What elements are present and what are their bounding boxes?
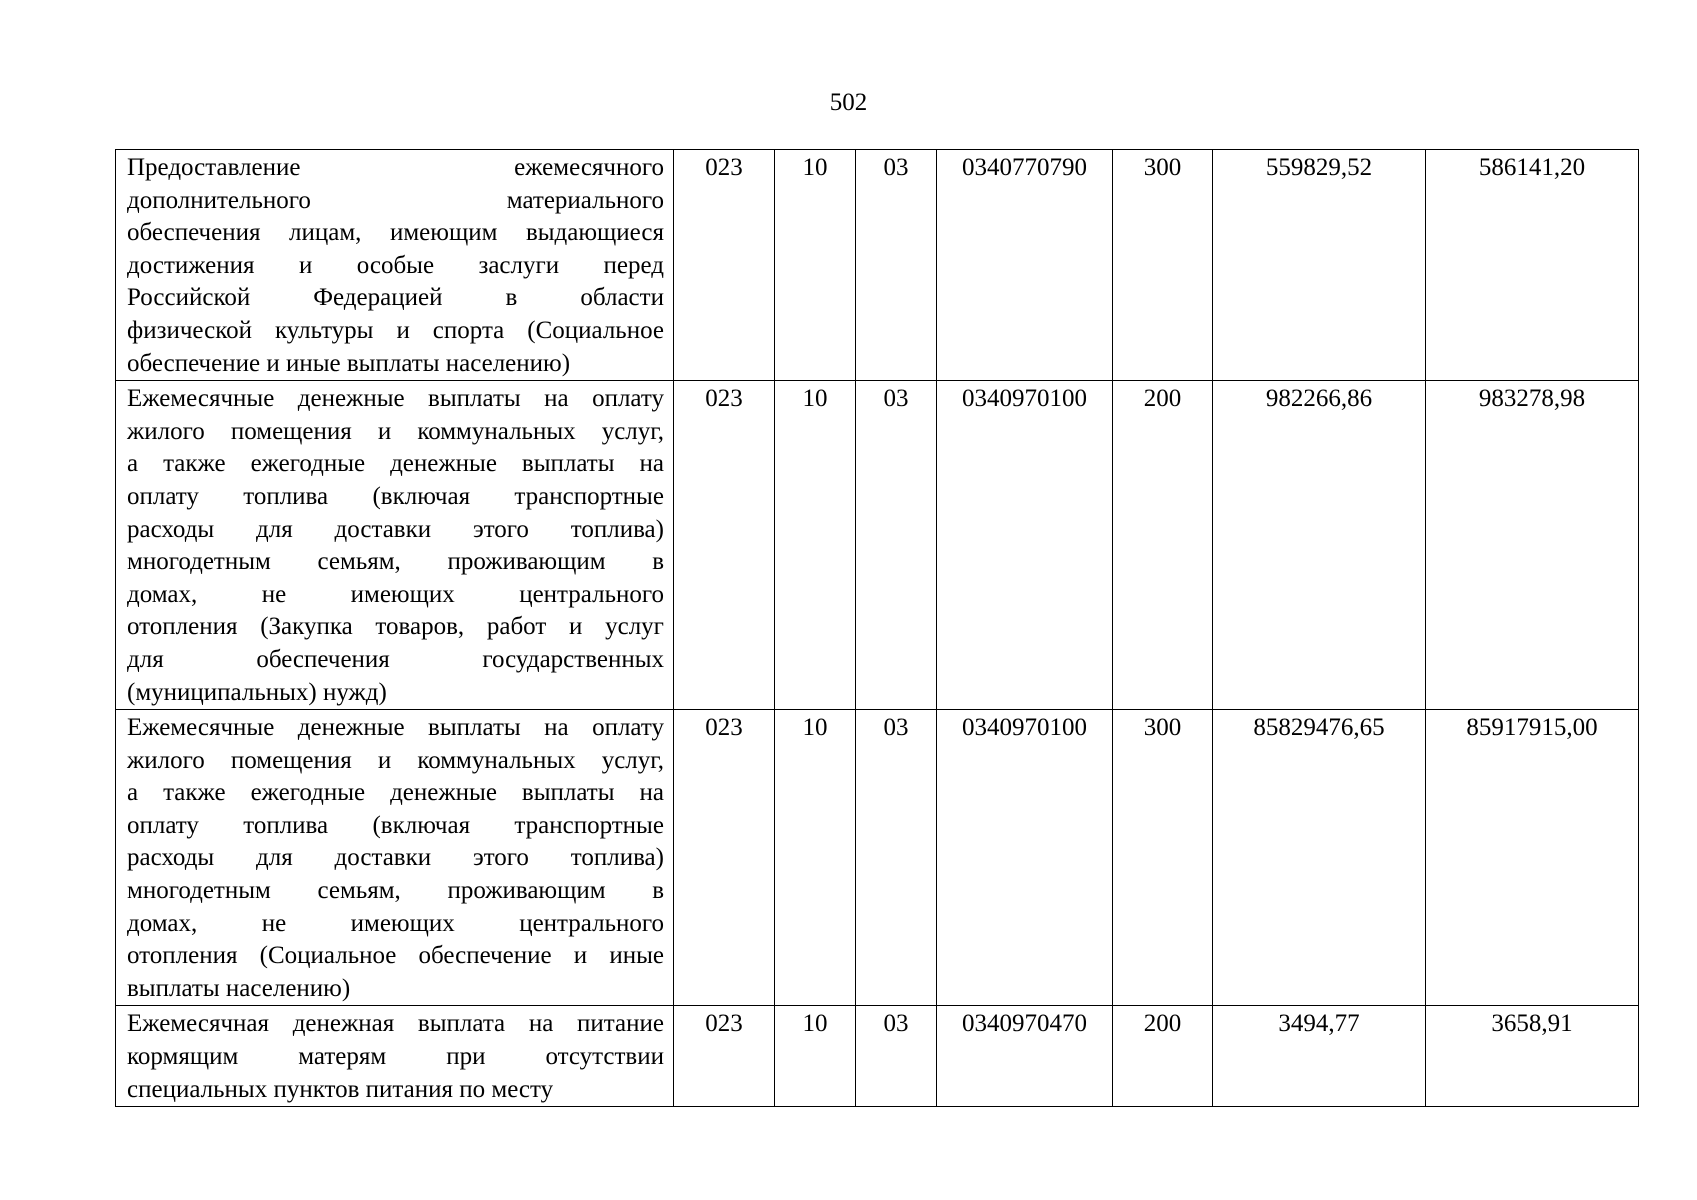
description-line xyxy=(127,579,664,612)
description-word: для xyxy=(256,844,293,872)
description-word: услуг, xyxy=(601,417,664,445)
description-word: доставки xyxy=(334,515,432,543)
description-word: проживающим xyxy=(447,877,606,905)
expense-type-cell: 200 xyxy=(1113,1006,1213,1107)
description-word: этого xyxy=(472,844,529,872)
table-row xyxy=(116,710,1639,1006)
description-word: обеспечения xyxy=(127,219,261,247)
description-line xyxy=(127,1008,664,1041)
target-article-cell: 0340970100 xyxy=(937,381,1113,710)
ministry-code-cell: 023 xyxy=(674,710,775,1006)
description-word: (включая xyxy=(372,811,471,839)
description-word: товаров, xyxy=(375,613,465,641)
description-word: и xyxy=(569,613,583,641)
description-word: в xyxy=(652,877,664,905)
description-word: в xyxy=(505,284,518,312)
description-word: а xyxy=(127,779,139,807)
description-word: заслуги xyxy=(478,251,560,279)
description-line xyxy=(127,383,664,416)
description-word: области xyxy=(580,284,664,312)
description-word: домах, xyxy=(127,909,198,937)
description-word: особые xyxy=(356,251,435,279)
target-article-cell: 0340770790 xyxy=(937,150,1113,381)
description-word: Ежемесячная xyxy=(127,1010,269,1038)
description-word: отсутствии xyxy=(545,1043,664,1071)
table-row xyxy=(116,381,1639,710)
description-word: транспортные xyxy=(514,482,664,510)
description-word: кормящим xyxy=(127,1043,239,1071)
description-word: государственных xyxy=(482,645,664,673)
description-word: дополнительного xyxy=(127,186,311,214)
description-cell xyxy=(116,1006,674,1107)
target-article-cell: 0340970470 xyxy=(937,1006,1113,1107)
description-word: и xyxy=(377,746,392,774)
description-line: (муниципальных) нужд) xyxy=(127,678,387,706)
description-word: работ xyxy=(486,613,547,641)
amount-first-cell: 85829476,65 xyxy=(1213,710,1426,1006)
description-word: обеспечения xyxy=(256,645,390,673)
description-cell xyxy=(116,381,674,710)
description-line: выплаты населению) xyxy=(127,974,351,1002)
description-word: многодетным xyxy=(127,548,271,576)
expense-type-cell: 300 xyxy=(1113,150,1213,381)
description-word: оплату xyxy=(127,482,199,510)
description-word: топлива xyxy=(243,811,329,839)
description-line xyxy=(127,152,664,185)
description-word: расходы xyxy=(127,844,215,872)
amount-second-cell: 85917915,00 xyxy=(1426,710,1639,1006)
description-word: семьям, xyxy=(317,877,401,905)
description-word: на xyxy=(528,1010,554,1038)
amount-second-cell: 586141,20 xyxy=(1426,150,1639,381)
description-word: топлива) xyxy=(570,515,664,543)
description-word: спорта xyxy=(432,316,505,344)
description-word: не xyxy=(261,909,287,937)
description-word: Ежемесячные xyxy=(127,714,275,742)
description-word: помещения xyxy=(230,417,352,445)
subsection-code-cell: 03 xyxy=(856,710,937,1006)
description-word: выплаты xyxy=(428,385,521,413)
subsection-code-cell: 03 xyxy=(856,1006,937,1107)
description-word: домах, xyxy=(127,580,198,608)
description-cell xyxy=(116,150,674,381)
description-word: ежегодные xyxy=(250,450,366,478)
description-word: Федерацией xyxy=(313,284,443,312)
description-line: специальных пунктов питания по месту xyxy=(127,1075,554,1103)
description-word: лицам, xyxy=(289,219,362,247)
description-word: питание xyxy=(577,1010,664,1038)
description-word: имеющим xyxy=(389,219,498,247)
description-line xyxy=(127,712,664,745)
description-word: выплаты xyxy=(521,779,615,807)
description-word: центрального xyxy=(519,909,664,937)
description-word: на xyxy=(639,450,664,478)
description-word: жилого xyxy=(127,746,205,774)
description-word: выплаты xyxy=(521,450,615,478)
description-word: Ежемесячные xyxy=(127,385,275,413)
description-word: ежемесячного xyxy=(514,154,664,181)
description-word: не xyxy=(261,580,287,608)
section-code-cell: 10 xyxy=(775,1006,856,1107)
description-word: также xyxy=(163,450,226,478)
amount-first-cell: 559829,52 xyxy=(1213,150,1426,381)
description-word: оплату xyxy=(592,714,664,742)
description-line xyxy=(127,745,664,778)
ministry-code-cell: 023 xyxy=(674,150,775,381)
description-word: матерям xyxy=(298,1043,387,1071)
description-word: транспортные xyxy=(514,811,664,839)
description-word: культуры xyxy=(274,316,374,344)
expense-type-cell: 300 xyxy=(1113,710,1213,1006)
description-line xyxy=(127,875,664,908)
description-word: обеспечение xyxy=(418,942,552,970)
amount-first-cell: 3494,77 xyxy=(1213,1006,1426,1107)
description-line xyxy=(127,546,664,579)
description-word: коммунальных xyxy=(417,746,576,774)
description-word: Предоставление xyxy=(127,154,301,181)
description-line: обеспечение и иные выплаты населению) xyxy=(127,349,571,377)
target-article-cell: 0340970100 xyxy=(937,710,1113,1006)
description-word: семьям, xyxy=(317,548,401,576)
description-word: денежные xyxy=(297,714,405,742)
description-word: жилого xyxy=(127,417,205,445)
description-line xyxy=(127,644,664,677)
description-word: оплату xyxy=(127,811,199,839)
description-cell xyxy=(116,710,674,1006)
description-word: выплаты xyxy=(428,714,521,742)
table-body xyxy=(116,150,1639,1107)
ministry-code-cell: 023 xyxy=(674,381,775,710)
description-word: на xyxy=(544,714,569,742)
description-word: выдающиеся xyxy=(525,219,664,247)
description-word: на xyxy=(544,385,569,413)
section-code-cell: 10 xyxy=(775,150,856,381)
description-word: для xyxy=(256,515,293,543)
description-word: и xyxy=(298,251,313,279)
ministry-code-cell: 023 xyxy=(674,1006,775,1107)
description-word: отопления xyxy=(127,613,238,641)
description-word: (Социальное xyxy=(259,942,397,970)
description-word: услуг xyxy=(605,613,664,641)
description-word: а xyxy=(127,450,139,478)
description-word: денежные xyxy=(390,779,497,807)
description-word: коммунальных xyxy=(417,417,576,445)
description-word: имеющих xyxy=(350,909,455,937)
description-word: доставки xyxy=(334,844,432,872)
table-row xyxy=(116,150,1639,381)
description-word: при xyxy=(446,1043,486,1071)
amount-second-cell: 983278,98 xyxy=(1426,381,1639,710)
description-word: многодетным xyxy=(127,877,271,905)
amount-second-cell: 3658,91 xyxy=(1426,1006,1639,1107)
description-line xyxy=(127,842,664,875)
description-word: и xyxy=(396,316,410,344)
description-word: в xyxy=(652,548,664,576)
description-word: Российской xyxy=(127,284,251,312)
subsection-code-cell: 03 xyxy=(856,150,937,381)
description-line xyxy=(127,940,664,973)
description-line xyxy=(127,416,664,449)
description-line xyxy=(127,1041,664,1074)
description-word: для xyxy=(127,645,164,673)
table-row xyxy=(116,1006,1639,1107)
description-word: материального xyxy=(506,186,664,214)
description-word: отопления xyxy=(127,942,238,970)
description-word: достижения xyxy=(127,251,255,279)
amount-first-cell: 982266,86 xyxy=(1213,381,1426,710)
description-line xyxy=(127,282,664,315)
description-word: имеющих xyxy=(350,580,455,608)
description-word: помещения xyxy=(230,746,352,774)
description-word: топлива xyxy=(243,482,329,510)
description-word: иные xyxy=(609,942,664,970)
description-line xyxy=(127,448,664,481)
description-line xyxy=(127,611,664,644)
description-line xyxy=(127,185,664,218)
description-line xyxy=(127,777,664,810)
description-word: и xyxy=(573,942,588,970)
section-code-cell: 10 xyxy=(775,381,856,710)
description-word: денежная xyxy=(292,1010,395,1038)
description-word: денежные xyxy=(390,450,497,478)
description-word: и xyxy=(377,417,392,445)
description-line xyxy=(127,514,664,547)
page-number: 502 xyxy=(829,89,868,116)
description-word: (Закупка xyxy=(260,613,353,641)
description-word: услуг, xyxy=(601,746,664,774)
description-line xyxy=(127,315,664,348)
description-word: расходы xyxy=(127,515,215,543)
description-line xyxy=(127,810,664,843)
description-word: на xyxy=(639,779,664,807)
subsection-code-cell: 03 xyxy=(856,381,937,710)
section-code-cell: 10 xyxy=(775,710,856,1006)
description-word: физической xyxy=(127,316,252,344)
description-line xyxy=(127,250,664,283)
budget-table xyxy=(115,149,1639,1107)
description-word: перед xyxy=(603,251,664,279)
description-line xyxy=(127,217,664,250)
description-line xyxy=(127,908,664,941)
description-word: (Социальное xyxy=(527,316,664,344)
description-word: также xyxy=(163,779,226,807)
expense-type-cell: 200 xyxy=(1113,381,1213,710)
description-word: топлива) xyxy=(570,844,664,872)
description-word: центрального xyxy=(519,580,664,608)
description-word: денежные xyxy=(297,385,405,413)
description-word: оплату xyxy=(592,385,664,413)
description-word: проживающим xyxy=(447,548,606,576)
description-word: этого xyxy=(472,515,529,543)
description-line xyxy=(127,481,664,514)
description-word: ежегодные xyxy=(250,779,366,807)
description-word: (включая xyxy=(372,482,471,510)
description-word: выплата xyxy=(417,1010,506,1038)
